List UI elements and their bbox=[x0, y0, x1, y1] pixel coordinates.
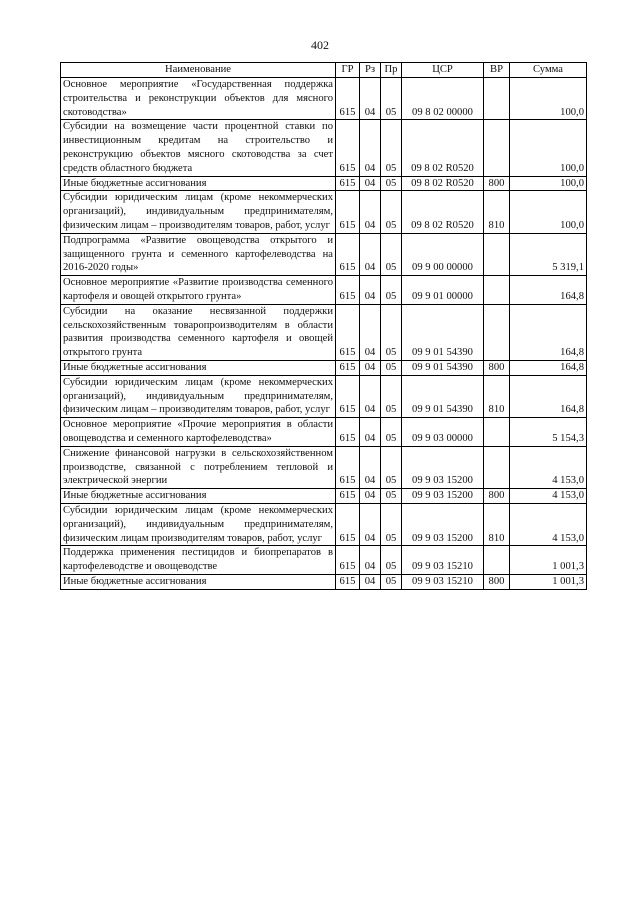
cell-csr: 09 9 01 54390 bbox=[402, 360, 484, 375]
cell-gr: 615 bbox=[336, 120, 360, 176]
cell-rz: 04 bbox=[360, 489, 381, 504]
cell-name: Иные бюджетные ассигнования bbox=[61, 176, 336, 191]
table-row bbox=[61, 191, 587, 233]
cell-pr: 05 bbox=[381, 446, 402, 488]
cell-name: Поддержка применения пестицидов и биопрепаратов в картофелеводстве и овощеводстве bbox=[61, 546, 336, 575]
cell-pr: 05 bbox=[381, 120, 402, 176]
cell-pr: 05 bbox=[381, 176, 402, 191]
cell-rz: 04 bbox=[360, 233, 381, 275]
cell-sum: 164,8 bbox=[510, 360, 587, 375]
cell-pr: 05 bbox=[381, 375, 402, 417]
cell-csr: 09 8 02 R0520 bbox=[402, 191, 484, 233]
cell-pr: 05 bbox=[381, 78, 402, 120]
page-number: 402 bbox=[311, 38, 329, 52]
cell-name: Субсидии юридическим лицам (кроме некоммерческих организаций), индивидуальным предпринимателям, физическим лицам – производителям товаров, работ, услуг bbox=[61, 375, 336, 417]
cell-gr: 615 bbox=[336, 176, 360, 191]
cell-sum: 1 001,3 bbox=[510, 546, 587, 575]
cell-rz: 04 bbox=[360, 276, 381, 305]
table-row bbox=[61, 120, 587, 176]
cell-sum: 164,8 bbox=[510, 304, 587, 360]
cell-csr: 09 9 03 00000 bbox=[402, 418, 484, 447]
cell-csr: 09 9 01 54390 bbox=[402, 304, 484, 360]
cell-vr bbox=[484, 120, 510, 176]
cell-rz: 04 bbox=[360, 503, 381, 545]
cell-sum: 5 319,1 bbox=[510, 233, 587, 275]
table-row bbox=[61, 418, 587, 447]
cell-name: Субсидии на оказание несвязанной поддержки сельскохозяйственным товаропроизводителям в области развития производства семенного картофеля и овощей открытого грунта bbox=[61, 304, 336, 360]
cell-vr: 800 bbox=[484, 176, 510, 191]
column-header-gr: ГР bbox=[336, 63, 360, 78]
cell-csr: 09 8 02 R0520 bbox=[402, 120, 484, 176]
cell-rz: 04 bbox=[360, 574, 381, 589]
cell-csr: 09 9 03 15200 bbox=[402, 503, 484, 545]
cell-csr: 09 9 03 15210 bbox=[402, 574, 484, 589]
column-header-pr: Пр bbox=[381, 63, 402, 78]
cell-csr: 09 9 03 15210 bbox=[402, 546, 484, 575]
cell-csr: 09 8 02 R0520 bbox=[402, 176, 484, 191]
cell-sum: 1 001,3 bbox=[510, 574, 587, 589]
cell-csr: 09 9 03 15200 bbox=[402, 446, 484, 488]
cell-vr: 800 bbox=[484, 360, 510, 375]
table-row bbox=[61, 233, 587, 275]
cell-rz: 04 bbox=[360, 78, 381, 120]
cell-pr: 05 bbox=[381, 574, 402, 589]
table-row bbox=[61, 503, 587, 545]
cell-csr: 09 9 00 00000 bbox=[402, 233, 484, 275]
cell-vr bbox=[484, 276, 510, 305]
table-row bbox=[61, 489, 587, 504]
cell-csr: 09 9 01 00000 bbox=[402, 276, 484, 305]
column-header-sum: Сумма bbox=[510, 63, 587, 78]
cell-gr: 615 bbox=[336, 375, 360, 417]
cell-rz: 04 bbox=[360, 120, 381, 176]
table-body bbox=[61, 78, 587, 590]
cell-pr: 05 bbox=[381, 304, 402, 360]
cell-gr: 615 bbox=[336, 418, 360, 447]
cell-name: Иные бюджетные ассигнования bbox=[61, 360, 336, 375]
cell-name: Основное мероприятие «Прочие мероприятия в области овощеводства и семенного картофелеводства» bbox=[61, 418, 336, 447]
cell-sum: 164,8 bbox=[510, 375, 587, 417]
cell-rz: 04 bbox=[360, 304, 381, 360]
cell-sum: 4 153,0 bbox=[510, 489, 587, 504]
cell-vr: 810 bbox=[484, 503, 510, 545]
cell-sum: 5 154,3 bbox=[510, 418, 587, 447]
cell-name: Иные бюджетные ассигнования bbox=[61, 574, 336, 589]
cell-csr: 09 9 03 15200 bbox=[402, 489, 484, 504]
table-row bbox=[61, 276, 587, 305]
cell-name: Субсидии на возмещение части процентной ставки по инвестиционным кредитам на строительство и реконструкцию объектов мясного скотоводства за счет средств областного бюджета bbox=[61, 120, 336, 176]
cell-pr: 05 bbox=[381, 191, 402, 233]
cell-gr: 615 bbox=[336, 360, 360, 375]
cell-vr: 800 bbox=[484, 574, 510, 589]
cell-gr: 615 bbox=[336, 489, 360, 504]
cell-vr bbox=[484, 418, 510, 447]
table-row bbox=[61, 360, 587, 375]
cell-pr: 05 bbox=[381, 360, 402, 375]
column-header-rz: Рз bbox=[360, 63, 381, 78]
cell-name: Основное мероприятие «Государственная поддержка строительства и реконструкции объектов для мясного скотоводства» bbox=[61, 78, 336, 120]
column-header-csr: ЦСР bbox=[402, 63, 484, 78]
cell-name: Снижение финансовой нагрузки в сельскохозяйственном производстве, связанной с потреблением тепловой и электрической энергии bbox=[61, 446, 336, 488]
table-row bbox=[61, 446, 587, 488]
cell-gr: 615 bbox=[336, 191, 360, 233]
cell-sum: 4 153,0 bbox=[510, 503, 587, 545]
table-header-row bbox=[61, 63, 587, 78]
cell-name: Основное мероприятие «Развитие производства семенного картофеля и овощей открытого грунта» bbox=[61, 276, 336, 305]
cell-csr: 09 9 01 54390 bbox=[402, 375, 484, 417]
cell-gr: 615 bbox=[336, 276, 360, 305]
cell-vr bbox=[484, 233, 510, 275]
budget-table bbox=[60, 62, 587, 590]
cell-vr bbox=[484, 446, 510, 488]
cell-gr: 615 bbox=[336, 503, 360, 545]
cell-rz: 04 bbox=[360, 176, 381, 191]
cell-sum: 100,0 bbox=[510, 176, 587, 191]
cell-pr: 05 bbox=[381, 546, 402, 575]
cell-gr: 615 bbox=[336, 304, 360, 360]
cell-vr: 810 bbox=[484, 375, 510, 417]
cell-name: Субсидии юридическим лицам (кроме некоммерческих организаций), индивидуальным предпринимателям, физическим лицам производителям товаров, работ, услуг bbox=[61, 503, 336, 545]
cell-rz: 04 bbox=[360, 360, 381, 375]
cell-vr: 800 bbox=[484, 489, 510, 504]
cell-rz: 04 bbox=[360, 446, 381, 488]
table-row bbox=[61, 546, 587, 575]
cell-sum: 100,0 bbox=[510, 78, 587, 120]
table-row bbox=[61, 78, 587, 120]
cell-name: Субсидии юридическим лицам (кроме некоммерческих организаций), индивидуальным предпринимателям, физическим лицам – производителям товаров, работ, услуг bbox=[61, 191, 336, 233]
cell-name: Иные бюджетные ассигнования bbox=[61, 489, 336, 504]
cell-pr: 05 bbox=[381, 418, 402, 447]
cell-pr: 05 bbox=[381, 276, 402, 305]
cell-rz: 04 bbox=[360, 375, 381, 417]
cell-gr: 615 bbox=[336, 233, 360, 275]
cell-sum: 4 153,0 bbox=[510, 446, 587, 488]
cell-vr bbox=[484, 78, 510, 120]
table-row bbox=[61, 375, 587, 417]
cell-vr bbox=[484, 546, 510, 575]
table-row bbox=[61, 176, 587, 191]
cell-gr: 615 bbox=[336, 574, 360, 589]
cell-rz: 04 bbox=[360, 418, 381, 447]
cell-pr: 05 bbox=[381, 489, 402, 504]
table-row bbox=[61, 304, 587, 360]
cell-sum: 100,0 bbox=[510, 191, 587, 233]
cell-sum: 100,0 bbox=[510, 120, 587, 176]
cell-pr: 05 bbox=[381, 503, 402, 545]
cell-gr: 615 bbox=[336, 446, 360, 488]
cell-rz: 04 bbox=[360, 546, 381, 575]
cell-name: Подпрограмма «Развитие овощеводства открытого и защищенного грунта и семенного картофелеводства на 2016-2020 годы» bbox=[61, 233, 336, 275]
cell-gr: 615 bbox=[336, 546, 360, 575]
cell-csr: 09 8 02 00000 bbox=[402, 78, 484, 120]
cell-pr: 05 bbox=[381, 233, 402, 275]
cell-gr: 615 bbox=[336, 78, 360, 120]
cell-vr: 810 bbox=[484, 191, 510, 233]
column-header-vr: ВР bbox=[484, 63, 510, 78]
cell-sum: 164,8 bbox=[510, 276, 587, 305]
table-row bbox=[61, 574, 587, 589]
cell-rz: 04 bbox=[360, 191, 381, 233]
column-header-name: Наименование bbox=[61, 63, 336, 78]
cell-vr bbox=[484, 304, 510, 360]
